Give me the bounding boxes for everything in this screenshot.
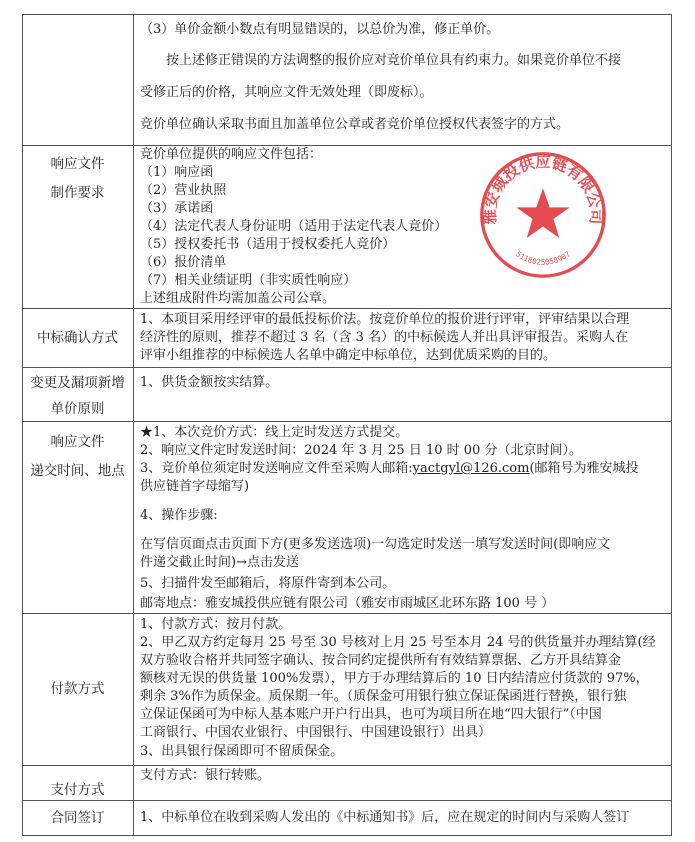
contract-line: 1、中标单位在收到采购人发出的《中标通知书》后，应在规定的时间内与采购人签订 [140, 810, 630, 825]
submit-email-prefix: 3、竞价单位须定时发送响应文件至采购人邮箱: [140, 461, 413, 476]
row-label: 递交时间、地点 [30, 463, 125, 479]
submit-mail-original: 5、扫描件发至邮箱后，将原件寄到本公司。 [140, 576, 396, 591]
column-divider [133, 14, 134, 836]
award-line: 经济性的原则，推荐不超过 3 名（含 3 名）的中标候选人并出具评审报告。采购人在 [140, 330, 629, 345]
payment-line: 额核对无误的供货量 100%发票），甲方于办理结算后的 10 日内结清应付货款的 97%， [140, 671, 649, 686]
correction-binding: 按上述修正错误的方法调整的报价应对竞价单位具有约束力。如果竞价单位不接 [166, 53, 622, 68]
row-label: 付款方式 [50, 681, 105, 697]
row-label: 单价原则 [50, 401, 105, 417]
docs-line: （4）法定代表人身份证明（适用于法定代表人竞价） [140, 219, 448, 234]
docs-line: （3）承诺函 [140, 201, 214, 216]
row-divider [22, 308, 672, 309]
payment-line: 立保证保函可为中标人基本账户开户行出具，也可为项目所在地“四大银行”（中国 [140, 707, 602, 722]
award-line: 1、本项目采用经评审的最低投标价法。按竞价单位的报价进行评审，评审结果以合理 [140, 312, 630, 327]
submit-time: 2、响应文件定时发送时间：2024 年 3 月 25 日 10 时 00 分（北京时间）。 [140, 443, 582, 458]
submit-steps-title: 4、操作步骤: [140, 508, 218, 523]
docs-line: （5）授权委托书（适用于授权委托人竞价） [140, 237, 396, 252]
payment-line: 双方验收合格并共同签字确认、按合同约定提供所有有效结算票据、乙方开具结算金 [140, 653, 622, 668]
row-label: 制作要求 [50, 185, 105, 201]
docs-line: 上述组成附件均需加盖公司公章。 [140, 291, 336, 306]
pay-method-line: 支付方式：银行转账。 [140, 768, 271, 783]
payment-line: 工商银行、中国农业银行、中国银行、中国建设银行）出具） [140, 725, 492, 740]
correction-binding-cont: 受修正后的价格，其响应文件无效处理（即废标）。 [140, 85, 433, 100]
row-label: 响应文件 [50, 156, 105, 172]
row-divider [22, 613, 672, 614]
email-link[interactable]: yactgyl@126.com [412, 461, 530, 476]
row-label: 支付方式 [50, 782, 105, 798]
change-line: 1、供货金额按实结算。 [140, 375, 279, 390]
row-label: 中标确认方式 [37, 330, 118, 346]
payment-line: 剩余 3%作为质保金。质保期一年。（质保金可用银行独立保证保函进行替换，银行独 [140, 689, 627, 704]
award-line: 评审小组推荐的中标候选人名单中确定中标单位，达到优质采购的目的。 [140, 348, 557, 363]
correction-rule-3: （3）单价金额小数点有明显错误的，以总价为准，修正单价。 [140, 22, 500, 37]
row-label: 合同签订 [50, 810, 105, 826]
docs-line: （6）报价清单 [140, 255, 227, 270]
submit-steps: 在写信页面点击页面下方(更多发送选项)一勾选定时发送一填写发送时间(即响应文 [140, 537, 611, 552]
row-divider [22, 765, 672, 766]
seal-name: 雅安城投供应链有限公司 [480, 153, 606, 225]
submit-method: ★1、本次竞价方式：线上定时发送方式提交。 [140, 425, 409, 440]
submit-email-suffix: (邮箱号为雅安城投 [529, 461, 639, 476]
docs-line: （7）相关业绩证明（非实质性响应） [140, 273, 357, 288]
row-label: 变更及漏项新增 [30, 375, 125, 391]
docs-line: 竞价单位提供的响应文件包括： [140, 147, 323, 162]
row-divider [22, 421, 672, 422]
payment-line: 2、甲乙双方约定每月 25 号至 30 号核对上月 25 号至本月 24 号的供货量并办理结算(经 [140, 635, 656, 650]
submit-email-line [140, 461, 670, 477]
submit-steps-cont: 件递交截止时间)→点击发送 [140, 555, 299, 570]
row-label: 响应文件 [50, 434, 105, 450]
correction-confirm: 竞价单位确认采取书面且加盖单位公章或者竞价单位授权代表签字的方式。 [140, 117, 570, 132]
payment-line: 1、付款方式：按月付款。 [140, 617, 292, 632]
row-divider [22, 367, 672, 368]
submit-email-note: 供应链首字母缩写) [140, 479, 250, 494]
row-divider [22, 145, 672, 146]
seal-number: 5118025058907 [514, 249, 572, 267]
payment-line: 3、出具银行保函即可不留质保金。 [140, 744, 344, 759]
row-divider [22, 800, 672, 801]
docs-line: （2）营业执照 [140, 183, 227, 198]
mailing-address: 邮寄地点：雅安城投供应链有限公司（雅安市雨城区北环东路 100 号 ） [140, 596, 555, 611]
docs-line: （1）响应函 [140, 165, 214, 180]
